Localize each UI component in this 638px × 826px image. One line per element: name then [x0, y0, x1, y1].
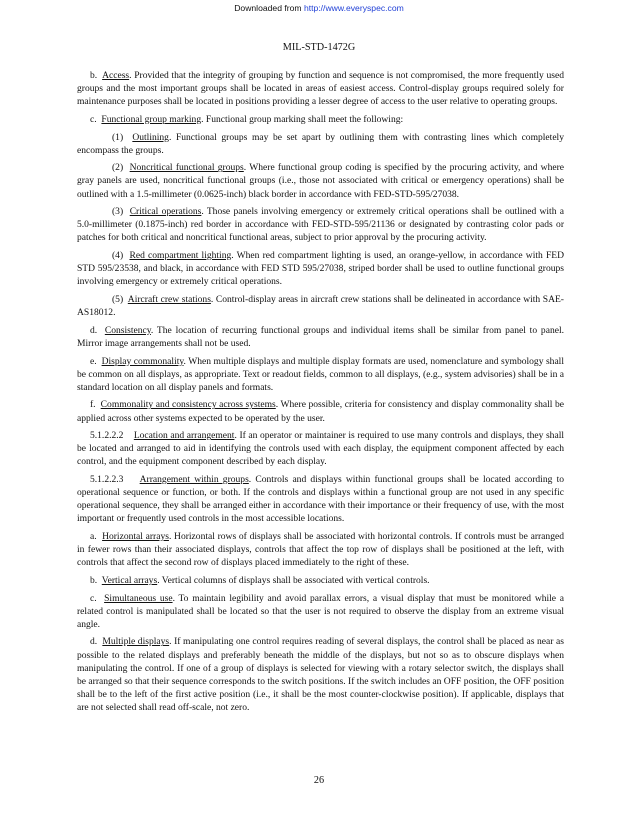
paragraph-text: . Horizontal rows of displays shall be associated with horizontal controls. If controls must be arranged in fewer rows than their associated displays, controls that affect the top row of displays shall be positioned at the left, with controls that affect the second row of displays placed immediately to the right of these. — [77, 531, 564, 569]
paragraph-text: . Vertical columns of displays shall be associated with vertical controls. — [157, 574, 430, 586]
paragraph-text: . Where possible, criteria for consistency and display commonality shall be applied across other systems expected to be operated by the user. — [77, 399, 564, 424]
paragraph-label: d. — [90, 636, 98, 648]
paragraph-heading: Arrangement within groups — [139, 474, 249, 486]
paragraph-label: (3) — [112, 206, 124, 218]
paragraph-text: . Functional group marking shall meet the following: — [201, 113, 404, 125]
document-id: MIL-STD-1472G — [282, 42, 356, 53]
paragraph-heading: Display commonality — [101, 355, 184, 367]
paragraph-text: . Those panels involving emergency or extremely critical operations shall be outlined with a 5.0-millimeter (0.1875-inch) red border in accordance with FED-STD-595/21136 or designated by contrasting color pads or patches for both critical and noncritical functional areas, subject to prior approval by the procuring activity. — [77, 206, 564, 244]
paragraph-critical-operations — [77, 205, 564, 244]
paragraph-heading: Vertical arrays — [101, 574, 158, 586]
paragraph-label: c. — [90, 592, 97, 604]
paragraph-label: e. — [90, 355, 97, 367]
paragraph-heading: Outlining — [132, 131, 169, 143]
paragraph-multiple-displays — [77, 635, 564, 714]
document-body — [77, 69, 564, 719]
paragraph-simultaneous-use — [77, 592, 564, 631]
section-number: 5.1.2.2.3 — [90, 474, 124, 486]
paragraph-aircraft-crew-stations — [77, 293, 564, 319]
banner-prefix: Downloaded from — [234, 3, 304, 13]
paragraph-heading: Commonality and consistency across systems — [100, 399, 276, 411]
paragraph-label: d. — [90, 324, 98, 336]
paragraph-label: b. — [90, 574, 98, 586]
paragraph-heading: Red compartment lighting — [129, 250, 232, 262]
paragraph-label: (2) — [112, 162, 124, 174]
paragraph-heading: Functional group marking — [101, 113, 202, 125]
download-banner — [0, 3, 638, 13]
paragraph-heading: Aircraft crew stations — [127, 293, 211, 305]
paragraph-text: . Functional groups may be set apart by outlining them with contrasting lines which completely encompass the groups. — [77, 131, 564, 156]
paragraph-text: . Where functional group coding is specified by the procuring activity, and where gray panels are used, noncritical functional groups (i.e., those not associated with critical or emergency operations) shall be outlined with a 1.5-millimeter (0.0625-inch) black border in accordance with FED-STD-595/27038. — [77, 162, 564, 200]
paragraph-text: . When multiple displays and multiple display formats are used, nomenclature and symbology shall be common on all displays, as appropriate. Text or readout fields, common to all displays, (e.g., system advisories) shall be in a standard location on all display panels and formats. — [77, 355, 564, 393]
page-number: 26 — [313, 775, 325, 786]
paragraph-heading: Noncritical functional groups — [129, 162, 244, 174]
paragraph-heading: Multiple displays — [102, 636, 170, 648]
paragraph-heading: Horizontal arrays — [102, 531, 169, 543]
banner-link[interactable]: http://www.everyspec.com — [303, 3, 404, 13]
paragraph-commonality-across-systems — [77, 398, 564, 424]
paragraph-functional-group-marking — [77, 113, 564, 126]
paragraph-text: . To maintain legibility and avoid parallax errors, a visual display that must be monitored while a related control is manipulated shall be located so that the user is not required to observe the display from an extreme visual angle. — [77, 592, 565, 630]
paragraph-outlining — [77, 131, 564, 157]
paragraph-heading: Location and arrangement — [133, 430, 235, 442]
paragraph-red-compartment-lighting — [77, 249, 564, 288]
paragraph-label: b. — [90, 70, 98, 81]
paragraph-display-commonality — [77, 355, 564, 394]
paragraph-text: . If manipulating one control requires reading of several displays, the control shall be placed as near as possible to the related displays and preferably beneath the middle of the displays, but not so as to obscure displays when manipulating the control. If one of a group of displays is selected for viewing with a rotary selector switch, the displays shall be arranged so that their sequence corresponds to the switch positions. If the switch includes an OFF position, the OFF position shall be to the left of the first active position (i.e., it shall be the most counter-clockwise position). If applicable, displays that are not selected shall read off-scale, not zero. — [77, 636, 564, 713]
paragraph-text: . Controls and displays within functional groups shall be located according to operational sequence or function, or both. If the controls and displays within a functional group are not used in any specific operational sequence, they shall be arranged either in accordance with their importance or their frequency of use, with the most important or frequently used controls in the most accessible locations. — [77, 474, 564, 525]
paragraph-heading: Consistency — [104, 324, 151, 336]
paragraph-text: . When red compartment lighting is used, an orange-yellow, in accordance with FED STD 595/23538, and black, in accordance with FED STD 595/27038, striped border shall be used to outline functional groups involving emergency or extremely critical operations. — [77, 250, 564, 288]
paragraph-heading: Simultaneous use — [104, 592, 173, 604]
paragraph-consistency — [77, 324, 564, 350]
paragraph-label: (5) — [112, 293, 124, 305]
paragraph-label: a. — [90, 531, 97, 543]
paragraph-label: (4) — [112, 250, 124, 262]
paragraph-arrangement-within-groups — [77, 473, 564, 525]
paragraph-label: c. — [90, 113, 97, 125]
paragraph-access — [77, 69, 564, 108]
paragraph-vertical-arrays — [77, 574, 564, 587]
paragraph-heading: Critical operations — [129, 206, 202, 218]
paragraph-heading: Access — [102, 70, 130, 81]
paragraph-label: (1) — [112, 131, 124, 143]
paragraph-location-and-arrangement — [77, 429, 564, 468]
paragraph-horizontal-arrays — [77, 530, 564, 569]
paragraph-text: . The location of recurring functional groups and individual items shall be similar from panel to panel. Mirror image arrangements shall not be used. — [77, 324, 564, 349]
paragraph-noncritical-groups — [77, 161, 564, 200]
section-number: 5.1.2.2.2 — [90, 430, 124, 442]
paragraph-text: . If an operator or maintainer is required to use many controls and displays, they shall be located and arranged to aid in identifying the controls used with each display, the equipment component affected by each control, and the equipment component described by each display. — [77, 430, 564, 468]
paragraph-text: . Control-display areas in aircraft crew stations shall be delineated in accordance with SAE-AS18012. — [77, 293, 564, 319]
paragraph-text: . Provided that the integrity of grouping by function and sequence is not compromised, the more frequently used groups and the most important groups shall be located in areas of easiest access. Control-display groups required solely for maintenance purposes shall be located in positions providing a lesser degree of access to the user relative to operating groups. — [77, 70, 565, 108]
paragraph-label: f. — [90, 399, 96, 411]
